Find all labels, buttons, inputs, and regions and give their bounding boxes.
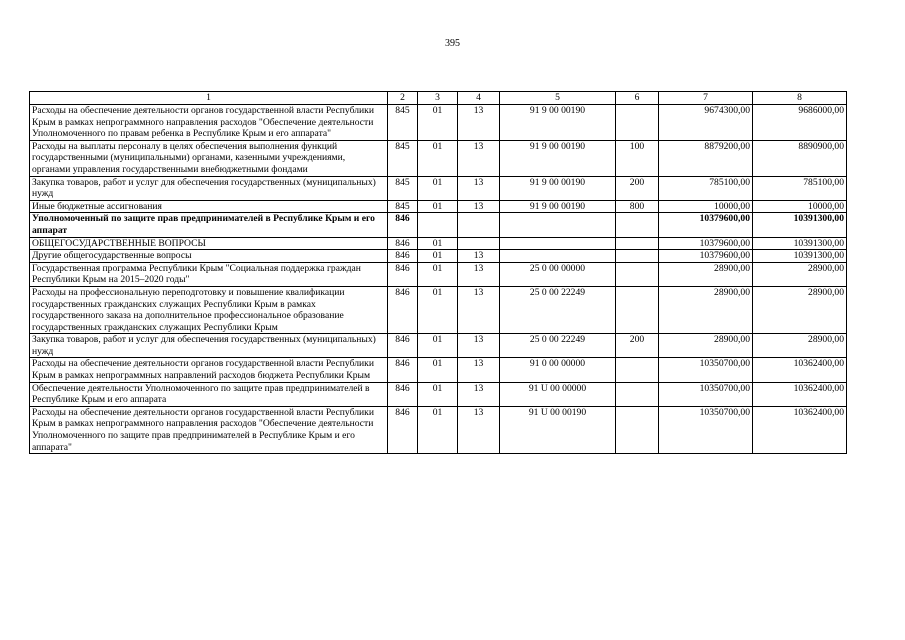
row-amount-year1-cell: 10350700,00: [659, 406, 753, 453]
row-section-cell: 01: [418, 140, 458, 176]
row-grbs-cell: 846: [388, 406, 418, 453]
row-section-cell: 01: [418, 406, 458, 453]
row-target-article-cell: 91 U 00 00000: [500, 382, 616, 406]
table-row: [30, 286, 847, 333]
row-subsection-cell: 13: [458, 334, 500, 358]
row-grbs-cell: 846: [388, 262, 418, 286]
row-grbs-cell: 846: [388, 334, 418, 358]
header-cell: 8: [753, 92, 847, 105]
row-expense-type-cell: [616, 105, 659, 141]
row-section-cell: 01: [418, 250, 458, 263]
row-grbs-cell: 845: [388, 176, 418, 200]
row-expense-type-cell: [616, 213, 659, 237]
row-subsection-cell: 13: [458, 286, 500, 333]
row-amount-year1-cell: 28900,00: [659, 262, 753, 286]
row-subsection-cell: 13: [458, 176, 500, 200]
row-name-cell: Расходы на обеспечение деятельности органов государственной власти Республики Крым в рамках непрограммного направления расходов "Обеспечение деятельности Уполномоченного по защите прав предпринимателей в Республике Крым и его аппарата": [30, 406, 388, 453]
row-target-article-cell: 91 9 00 00190: [500, 140, 616, 176]
table-row: [30, 250, 847, 263]
row-name-cell: Обеспечение деятельности Уполномоченного по защите прав предпринимателей в Республике Крым и его аппарата: [30, 382, 388, 406]
header-cell: 3: [418, 92, 458, 105]
row-expense-type-cell: [616, 382, 659, 406]
row-section-cell: 01: [418, 237, 458, 250]
row-amount-year2-cell: 28900,00: [753, 286, 847, 333]
header-cell: 6: [616, 92, 659, 105]
row-grbs-cell: 845: [388, 140, 418, 176]
row-name-cell: Расходы на обеспечение деятельности органов государственной власти Республики Крым в рамках непрограммного направления расходов "Обеспечение деятельности Уполномоченного по правам ребенка в Республике Крым и его аппарата": [30, 105, 388, 141]
row-grbs-cell: 846: [388, 213, 418, 237]
row-name-cell: Расходы на обеспечение деятельности органов государственной власти Республики Крым в рамках непрограммных направлений расходов бюджета Республики Крым: [30, 358, 388, 382]
row-target-article-cell: [500, 213, 616, 237]
row-section-cell: 01: [418, 105, 458, 141]
header-cell: 7: [659, 92, 753, 105]
row-subsection-cell: 13: [458, 262, 500, 286]
row-section-cell: [418, 213, 458, 237]
row-subsection-cell: 13: [458, 200, 500, 213]
row-amount-year2-cell: 28900,00: [753, 334, 847, 358]
row-name-cell: Другие общегосударственные вопросы: [30, 250, 388, 263]
row-expense-type-cell: 200: [616, 334, 659, 358]
row-amount-year2-cell: 8890900,00: [753, 140, 847, 176]
row-section-cell: 01: [418, 334, 458, 358]
row-amount-year2-cell: 785100,00: [753, 176, 847, 200]
row-grbs-cell: 846: [388, 358, 418, 382]
row-target-article-cell: 91 0 00 00000: [500, 358, 616, 382]
table-row: [30, 176, 847, 200]
row-grbs-cell: 845: [388, 200, 418, 213]
header-cell: 2: [388, 92, 418, 105]
row-target-article-cell: 91 9 00 00190: [500, 105, 616, 141]
row-amount-year1-cell: 28900,00: [659, 334, 753, 358]
row-subsection-cell: [458, 213, 500, 237]
row-expense-type-cell: [616, 286, 659, 333]
row-amount-year1-cell: 10379600,00: [659, 237, 753, 250]
row-name-cell: ОБЩЕГОСУДАРСТВЕННЫЕ ВОПРОСЫ: [30, 237, 388, 250]
table-row: [30, 358, 847, 382]
row-subsection-cell: 13: [458, 105, 500, 141]
row-amount-year1-cell: 10350700,00: [659, 358, 753, 382]
budget-table: [29, 91, 847, 454]
row-section-cell: 01: [418, 382, 458, 406]
page-number: 395: [445, 38, 460, 49]
row-expense-type-cell: [616, 358, 659, 382]
header-row: [30, 92, 847, 105]
row-name-cell: Расходы на выплаты персоналу в целях обеспечения выполнения функций государственными (муниципальными) органами, казенными учреждениями, органами управления государственными внебюджетными фондами: [30, 140, 388, 176]
row-amount-year2-cell: 10000,00: [753, 200, 847, 213]
row-section-cell: 01: [418, 262, 458, 286]
row-name-cell: Закупка товаров, работ и услуг для обеспечения государственных (муниципальных) нужд: [30, 334, 388, 358]
header-cell: 4: [458, 92, 500, 105]
row-section-cell: 01: [418, 200, 458, 213]
table-row: [30, 262, 847, 286]
row-target-article-cell: 91 U 00 00190: [500, 406, 616, 453]
row-expense-type-cell: [616, 237, 659, 250]
row-target-article-cell: 25 0 00 22249: [500, 334, 616, 358]
table-row: [30, 140, 847, 176]
row-target-article-cell: 91 9 00 00190: [500, 200, 616, 213]
row-subsection-cell: [458, 237, 500, 250]
row-amount-year1-cell: 10350700,00: [659, 382, 753, 406]
row-subsection-cell: 13: [458, 250, 500, 263]
table-row: [30, 200, 847, 213]
row-amount-year1-cell: 785100,00: [659, 176, 753, 200]
row-expense-type-cell: [616, 250, 659, 263]
row-name-cell: Уполномоченный по защите прав предпринимателей в Республике Крым и его аппарат: [30, 213, 388, 237]
row-subsection-cell: 13: [458, 382, 500, 406]
row-expense-type-cell: [616, 262, 659, 286]
row-name-cell: Расходы на профессиональную переподготовку и повышение квалификации государственных гражданских служащих Республики Крым в рамках государственного заказа на дополнительное профессиональное образование государственных гражданских служащих Республики Крым: [30, 286, 388, 333]
row-section-cell: 01: [418, 286, 458, 333]
row-amount-year1-cell: 8879200,00: [659, 140, 753, 176]
row-target-article-cell: 25 0 00 00000: [500, 262, 616, 286]
row-name-cell: Закупка товаров, работ и услуг для обеспечения государственных (муниципальных) нужд: [30, 176, 388, 200]
table-row: [30, 334, 847, 358]
row-grbs-cell: 846: [388, 382, 418, 406]
row-expense-type-cell: 100: [616, 140, 659, 176]
row-amount-year2-cell: 28900,00: [753, 262, 847, 286]
row-expense-type-cell: 200: [616, 176, 659, 200]
row-amount-year2-cell: 10362400,00: [753, 358, 847, 382]
row-amount-year1-cell: 10379600,00: [659, 213, 753, 237]
table-row: [30, 382, 847, 406]
row-section-cell: 01: [418, 176, 458, 200]
row-subsection-cell: 13: [458, 406, 500, 453]
row-target-article-cell: 25 0 00 22249: [500, 286, 616, 333]
row-amount-year1-cell: 9674300,00: [659, 105, 753, 141]
row-target-article-cell: [500, 237, 616, 250]
row-amount-year2-cell: 10391300,00: [753, 250, 847, 263]
row-expense-type-cell: 800: [616, 200, 659, 213]
row-subsection-cell: 13: [458, 358, 500, 382]
row-subsection-cell: 13: [458, 140, 500, 176]
table-row: [30, 237, 847, 250]
row-expense-type-cell: [616, 406, 659, 453]
row-target-article-cell: [500, 250, 616, 263]
row-amount-year1-cell: 10000,00: [659, 200, 753, 213]
row-amount-year1-cell: 28900,00: [659, 286, 753, 333]
row-amount-year2-cell: 9686000,00: [753, 105, 847, 141]
row-grbs-cell: 846: [388, 237, 418, 250]
row-amount-year2-cell: 10362400,00: [753, 382, 847, 406]
table-row: [30, 406, 847, 453]
header-cell: 1: [30, 92, 388, 105]
row-amount-year2-cell: 10391300,00: [753, 237, 847, 250]
row-grbs-cell: 845: [388, 105, 418, 141]
row-amount-year2-cell: 10362400,00: [753, 406, 847, 453]
row-grbs-cell: 846: [388, 250, 418, 263]
row-target-article-cell: 91 9 00 00190: [500, 176, 616, 200]
row-amount-year1-cell: 10379600,00: [659, 250, 753, 263]
row-grbs-cell: 846: [388, 286, 418, 333]
row-name-cell: Государственная программа Республики Крым "Социальная поддержка граждан Республики Крым на 2015–2020 годы": [30, 262, 388, 286]
table-row: [30, 213, 847, 237]
row-name-cell: Иные бюджетные ассигнования: [30, 200, 388, 213]
table-row: [30, 105, 847, 141]
row-section-cell: 01: [418, 358, 458, 382]
header-cell: 5: [500, 92, 616, 105]
row-amount-year2-cell: 10391300,00: [753, 213, 847, 237]
